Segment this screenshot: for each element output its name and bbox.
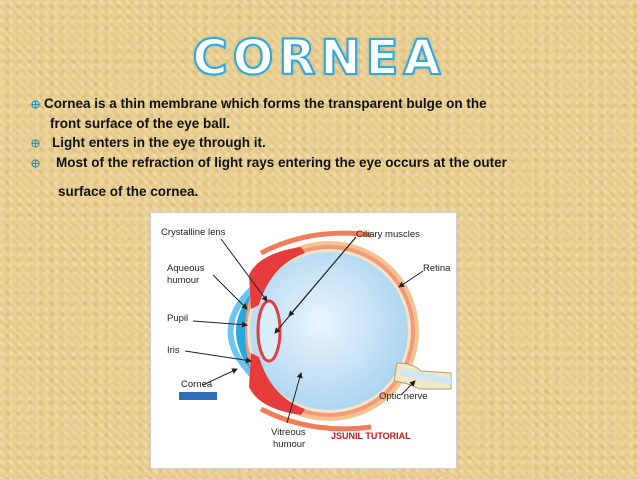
eye-diagram-svg [151, 213, 456, 468]
bullet-1-line-2: front surface of the eye ball. [50, 116, 231, 131]
label-aqueous: Aqueous [167, 263, 205, 274]
bullet-1-line-1: Cornea is a thin membrane which forms the transparent bulge on the [44, 96, 487, 111]
pointer-retina [399, 271, 423, 287]
cornea-color-key [179, 392, 217, 400]
label-aqueous-humour: humour [167, 275, 200, 286]
bullet-3-line-2: surface of the cornea. [58, 184, 199, 199]
bullet-2-line-1: Light enters in the eye through it. [52, 135, 266, 150]
bullet-icon [31, 139, 40, 148]
label-vitreous-humour: humour [273, 439, 306, 450]
label-cornea: Cornea [181, 379, 213, 390]
label-retina: Retina [423, 263, 451, 274]
slide-title: CORNEA [192, 30, 446, 86]
bullet-3-line-1: Most of the refraction of light rays entering the eye occurs at the outer [56, 155, 507, 170]
label-crystalline-lens: Crystalline lens [161, 227, 226, 238]
bullet-icon [31, 159, 40, 168]
label-ciliary-muscles: Ciliary muscles [356, 229, 420, 240]
brand-watermark: JSUNIL TUTORIAL [331, 431, 411, 441]
label-optic-nerve: Optic nerve [379, 391, 428, 402]
label-iris: Iris [167, 345, 180, 356]
eye-diagram [150, 212, 457, 469]
bullet-icon [31, 100, 40, 109]
label-vitreous: Vitreous [271, 427, 306, 438]
pointer-aqueous [213, 275, 247, 309]
label-pupil: Pupil [167, 313, 189, 324]
